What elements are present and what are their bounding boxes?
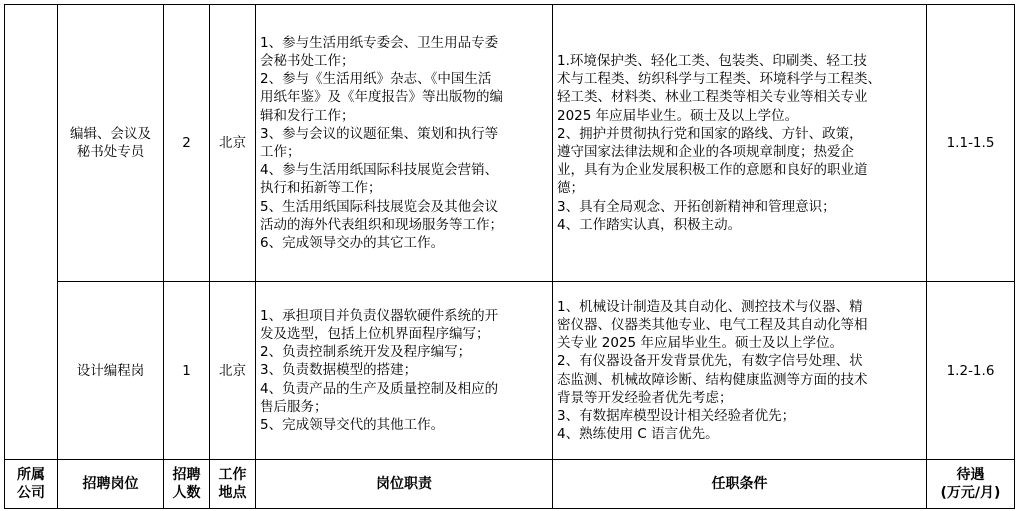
- requirement-line: 业，具有为企业发展积极工作的意愿和良好的职业道: [557, 162, 868, 179]
- requirement-line: 3、有数据库模型设计相关经验者优先；: [557, 407, 796, 424]
- position-line: 秘书处专员: [76, 144, 145, 160]
- duty-line: 执行和拓新等工作；: [260, 180, 382, 197]
- duty-line: 用纸年鉴》及《年度报告》等出版物的编: [260, 89, 503, 106]
- position-line: 编辑、会议及: [70, 126, 151, 142]
- requirement-line: 背景等开发经验者优先考虑；: [557, 389, 733, 406]
- duty-line: 3、负责数据模型的搭建；: [260, 362, 418, 379]
- duty-line: 4、负责产品的生产及质量控制及相应的: [260, 380, 499, 397]
- requirement-line: 2025 年应届毕业生。硕士及以上学位。: [557, 107, 799, 124]
- header-location-line: 工作: [218, 467, 247, 483]
- requirements-cell: [553, 282, 927, 460]
- duty-line: 活动的海外代表组织和现场服务等工作；: [260, 216, 503, 233]
- table-header-row: [5, 460, 1015, 509]
- header-location: [210, 460, 256, 509]
- duty-line: 1、参与生活用纸专委会、卫生用品专委: [260, 34, 499, 51]
- header-company-line: 所属: [17, 467, 45, 483]
- company-cell: [5, 5, 58, 460]
- requirement-line: 轻工类、材料类、林业工程类等相关专业等相关专业: [557, 89, 868, 106]
- location-cell: 北京: [210, 282, 256, 460]
- duties-cell: [256, 5, 553, 282]
- header-requirements: 任职条件: [553, 460, 927, 509]
- duties-cell: [256, 282, 553, 460]
- requirement-line: 2、有仪器设备开发背景优先，有数字信号处理、状: [557, 353, 863, 370]
- requirement-line: 术与工程类、纺织科学与工程类、环境科学与工程类、: [557, 71, 881, 88]
- table-row: [5, 282, 1015, 460]
- header-salary-line: 待遇: [956, 467, 985, 483]
- duty-line: 会秘书处工作；: [260, 52, 355, 69]
- duty-line: 5、完成领导交代的其他工作。: [260, 417, 445, 433]
- requirement-line: 4、熟练使用 C 语言优先。: [557, 426, 719, 443]
- header-company-line: 公司: [17, 485, 45, 501]
- requirement-line: 态监测、机械故障诊断、结构健康监测等方面的技术: [557, 371, 868, 388]
- duty-line: 4、参与生活用纸国际科技展览会营销、: [260, 162, 499, 179]
- requirement-line: 遵守国家法律法规和企业的各项规章制度；热爱企: [557, 144, 854, 160]
- header-count-line: 招聘: [172, 467, 201, 483]
- duty-line: 3、参与会议的议题征集、策划和执行等: [260, 125, 499, 142]
- requirement-line: 密仪器、仪器类其他专业、电气工程及其自动化等相: [557, 316, 868, 333]
- requirement-line: 2、拥护并贯彻执行党和国家的路线、方针、政策，: [557, 125, 863, 142]
- location-cell: 北京: [210, 5, 256, 282]
- requirement-line: 3、具有全局观念、开拓创新精神和管理意识；: [557, 198, 836, 215]
- requirements-cell: [553, 5, 927, 282]
- requirement-line: 关专业 2025 年应届毕业生。硕士及以上学位。: [557, 335, 843, 352]
- position-cell: [58, 5, 164, 282]
- duty-line: 2、参与《生活用纸》杂志、《中国生活: [260, 71, 492, 88]
- header-duties: 岗位职责: [256, 460, 553, 509]
- header-count: [164, 460, 210, 509]
- header-salary-line: (万元/月): [940, 485, 1001, 501]
- header-count-line: 人数: [172, 485, 201, 501]
- salary-cell: 1.2-1.6: [927, 282, 1015, 460]
- count-cell: 2: [164, 5, 210, 282]
- requirement-line: 1.环境保护类、轻化工类、包装类、印刷类、轻工技: [557, 52, 867, 69]
- duty-line: 2、负责控制系统开发及程序编写；: [260, 344, 472, 361]
- requirement-line: 德；: [557, 180, 584, 197]
- duty-line: 工作；: [260, 144, 301, 160]
- duty-line: 辑和发行工作；: [260, 107, 355, 124]
- duty-line: 发及选型，包括上位机界面程序编写；: [260, 325, 490, 342]
- count-cell: 1: [164, 282, 210, 460]
- header-salary: [927, 460, 1015, 509]
- position-cell: [58, 282, 164, 460]
- recruitment-table: [4, 4, 1015, 509]
- duty-line: 售后服务；: [260, 398, 328, 415]
- requirement-line: 4、工作踏实认真，积极主动。: [557, 216, 742, 233]
- salary-cell: 1.1-1.5: [927, 5, 1015, 282]
- duty-line: 5、生活用纸国际科技展览会及其他会议: [260, 198, 499, 215]
- position-line: 设计编程岗: [76, 362, 145, 379]
- table-row: [5, 5, 1015, 282]
- requirement-line: 1、机械设计制造及其自动化、测控技术与仪器、精: [557, 298, 863, 315]
- header-position: 招聘岗位: [58, 460, 164, 509]
- duty-line: 6、完成领导交办的其它工作。: [260, 235, 445, 252]
- header-company: [5, 460, 58, 509]
- duty-line: 1、承担项目并负责仪器软硬件系统的开: [260, 307, 499, 324]
- header-location-line: 地点: [218, 485, 247, 501]
